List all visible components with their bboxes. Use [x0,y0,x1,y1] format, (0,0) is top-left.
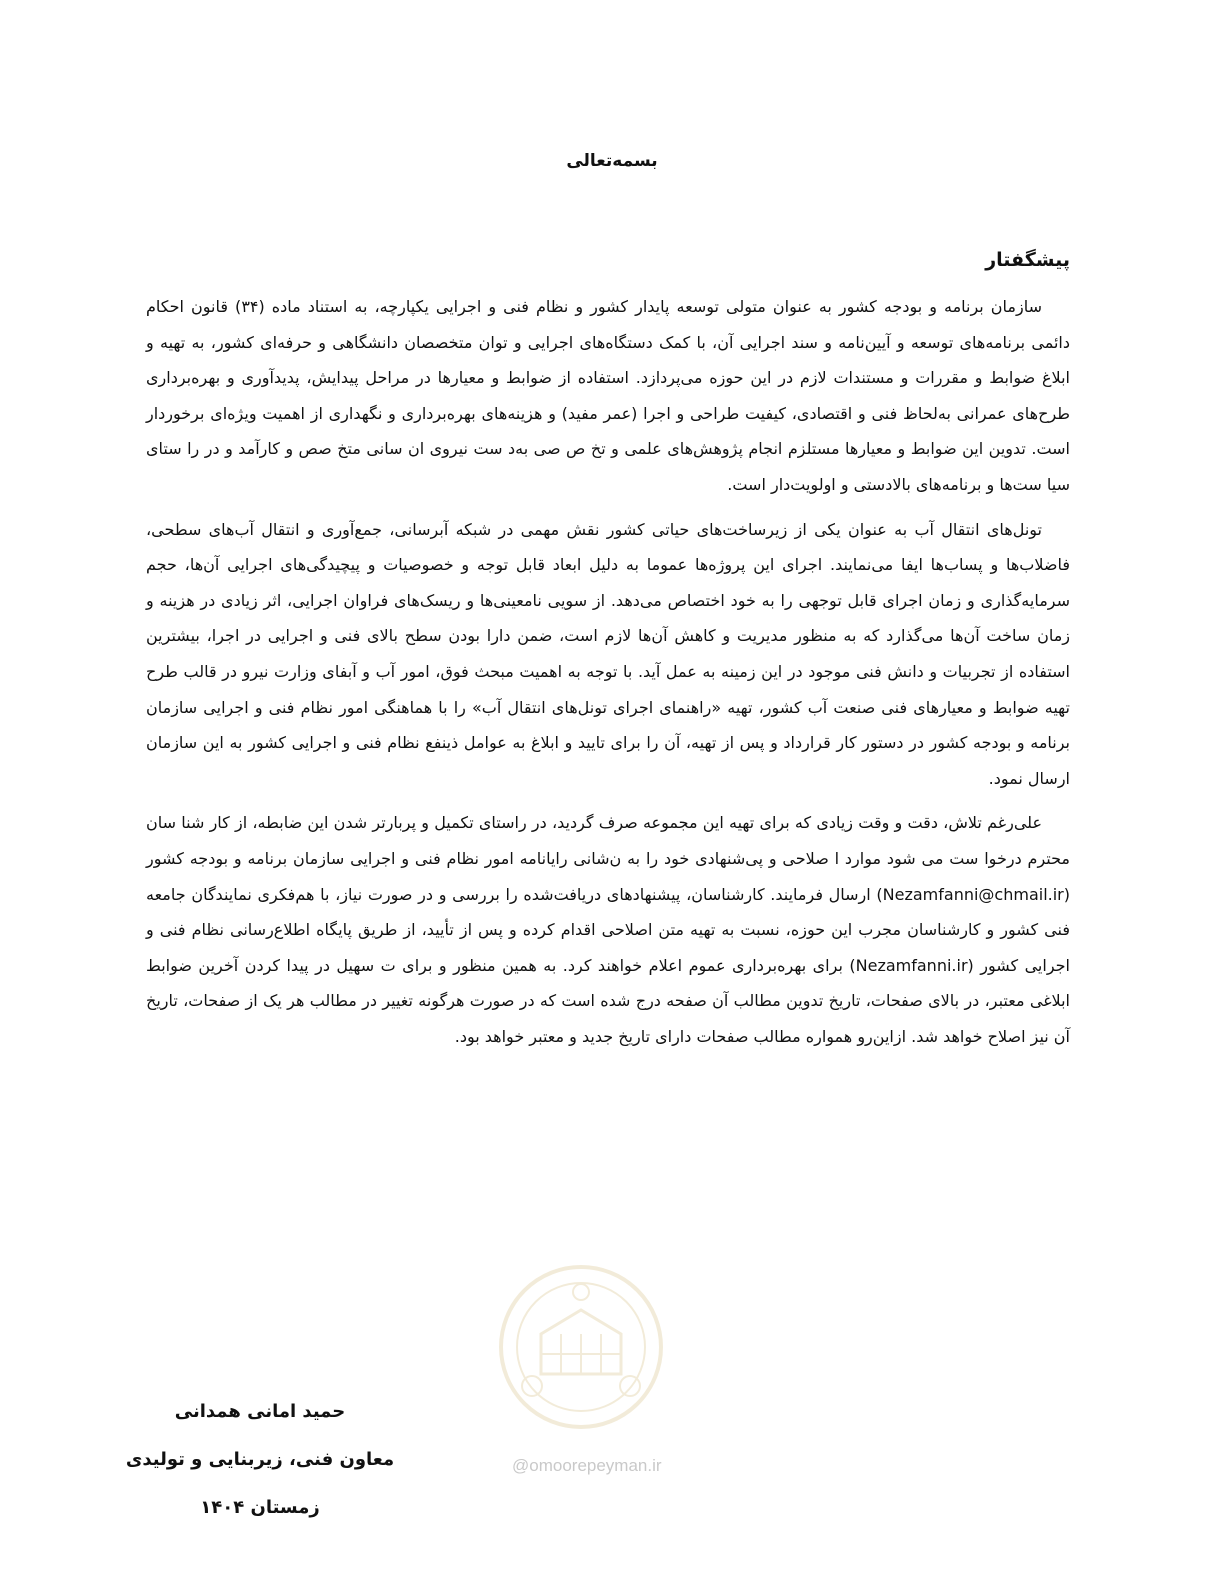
signatory-position: معاون فنی، زیربنایی و تولیدی [125,1449,395,1470]
page-heading: بسمه‌تعالی [566,151,658,171]
preface-section [146,245,1070,1063]
watermark-handle: @omoorepeyman.ir [512,1456,662,1475]
signatory-name: حمید امانی همدانی [174,1401,346,1422]
preface-paragraph-3: علی‌رغم تلاش، دقت و وقت زیادی که برای تهیه این مجموعه صرف گردید، در راستای تکمیل و پربارتر شدن این ضابطه، از کار شنا سان محترم درخوا ست می شود موارد ا صلاحی و پی‌شنهادی خود را به ن‌شانی رایانامه امور نظام فنی و اجرایی سازمان برنامه و بودجه کشور (Nezamfanni@chmail.ir) ارسال فرمایند. کارشناسان، پیشنهادهای دریافت‌شده را بررسی و در صورت نیاز، با هم‌فکری نمایندگان جامعه فنی کشور و کارشناسان مجرب این حوزه، نسبت به تهیه متن اصلاحی اقدام کرده و پس از تأیید، از طریق پایگاه اطلاع‌رسانی نظام فنی و اجرایی کشور (Nezamfanni.ir) برای بهره‌برداری عموم اعلام خواهند کرد. به همین منظور و برای ت سهیل در پیدا کردن آخرین ضوابط ابلاغی معتبر، در بالای صفحات، تاریخ تدوین مطالب آن صفحه درج شده است که در صورت هرگونه تغییر در مطالب هر یک از صفحات، تاریخ آن نیز اصلاح خواهد شد. ازاین‌رو همواره مطالب صفحات دارای تاریخ جدید و معتبر خواهد بود. [146,813,1070,1046]
signature-block [120,1388,400,1532]
signature-date: زمستان ۱۴۰۴ [200,1497,320,1518]
preface-paragraph-2: تونل‌های انتقال آب به عنوان یکی از زیرساخت‌های حیاتی کشور نقش مهمی در شبکه آبرسانی، جمع‌آوری و انتقال آب‌های سطحی، فاضلاب‌ها و پساب‌ها ایفا می‌نمایند. اجرای این پروژه‌ها عموما به دلیل ابعاد قابل توجه و خصوصیات و پیچیدگی‌های اجرایی آن‌ها، حجم سرمایه‌گذاری و زمان اجرای قابل توجهی را به خود اختصاص می‌دهد. از سویی نامعینی‌ها و ریسک‌های فراوان اجرایی، اثر زیادی در هزینه و زمان ساخت آن‌ها می‌گذارد که به منظور مدیریت و کاهش آن‌ها لازم است، ضمن دارا بودن سطح بالای فنی و اجرایی در اجرا، بیشترین استفاده از تجربیات و دانش فنی موجود در این زمینه به عمل آید. با توجه به اهمیت مبحث فوق، امور آب و آبفای وزارت نیرو در قالب طرح تهیه ضوابط و معیارهای فنی صنعت آب کشور، تهیه «راهنمای اجرای تونل‌های انتقال آب» را با هماهنگی امور نظام فنی و اجرایی سازمان برنامه و بودجه کشور در دستور کار قرارداد و پس از تهیه، آن را برای تایید و ابلاغ به عوامل ذینفع نظام فنی و اجرایی کشور به این سازمان ارسال نمود. [146,519,1070,788]
section-title: پیشگفتار [985,249,1070,271]
preface-paragraph-1: سازمان برنامه و بودجه کشور به عنوان متولی توسعه پایدار کشور و نظام فنی و اجرایی یکپارچه، به استناد ماده (۳۴) قانون احکام دائمی برنامه‌های توسعه و آیین‌نامه و سند اجرایی آن، با کمک دستگاه‌های اجرایی و توان متخصصان دانشگاهی و حرفه‌ای کشور، به تهیه و ابلاغ ضوابط و مقررات و مستندات لازم در این حوزه می‌پردازد. استفاده از ضوابط و معیارها در مراحل پیدایش، پدیدآوری و بهره‌برداری طرح‌های عمرانی به‌لحاظ فنی و اقتصادی، کیفیت طراحی و اجرا (عمر مفید) و هزینه‌های بهره‌برداری و نگهداری از اهمیت ویژه‌ای برخوردار است. تدوین این ضوابط و معیارها مستلزم انجام پژوهش‌های علمی و تخ ص صی به‌د ست نیروی ان سانی متخ صص و کارآمد و در را ستای سیا ست‌ها و برنامه‌های بالادستی و اولویت‌دار است. [146,297,1070,494]
seal-logo-icon [496,1262,666,1432]
